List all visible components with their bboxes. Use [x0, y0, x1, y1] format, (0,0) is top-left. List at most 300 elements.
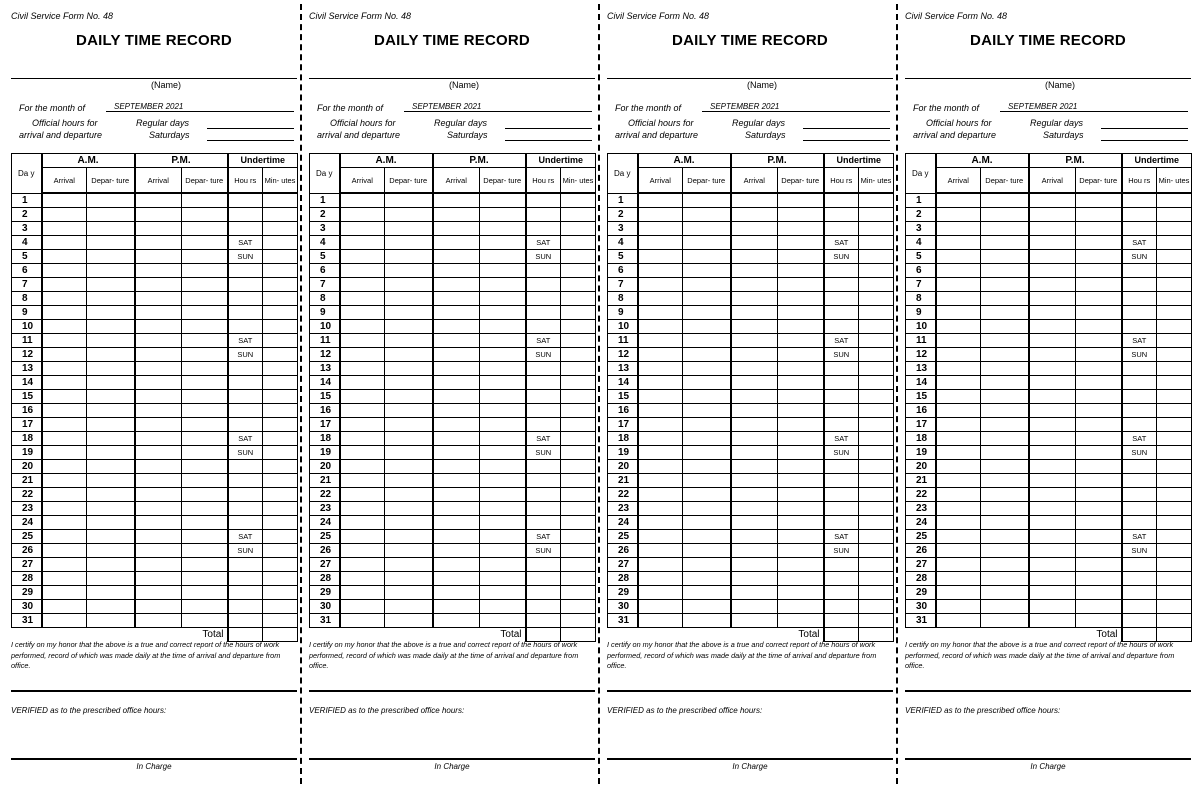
am-departure-cell[interactable] — [87, 516, 135, 530]
pm-arrival-cell[interactable] — [731, 488, 778, 502]
pm-arrival-cell[interactable] — [731, 264, 778, 278]
am-departure-cell[interactable] — [87, 404, 135, 418]
undertime-hours-cell[interactable] — [526, 404, 561, 418]
am-departure-cell[interactable] — [683, 334, 731, 348]
am-departure-cell[interactable] — [385, 432, 433, 446]
undertime-minutes-cell[interactable] — [263, 390, 298, 404]
am-departure-cell[interactable] — [87, 348, 135, 362]
in-charge-signature-line[interactable] — [607, 758, 893, 760]
am-departure-cell[interactable] — [981, 348, 1029, 362]
pm-departure-cell[interactable] — [1076, 306, 1122, 320]
name-line[interactable] — [905, 78, 1191, 79]
pm-departure-cell[interactable] — [1076, 334, 1122, 348]
undertime-minutes-cell[interactable] — [263, 250, 298, 264]
am-departure-cell[interactable] — [385, 502, 433, 516]
undertime-hours-cell[interactable] — [824, 362, 859, 376]
am-departure-cell[interactable] — [385, 558, 433, 572]
pm-departure-cell[interactable] — [182, 376, 228, 390]
pm-departure-cell[interactable] — [778, 264, 824, 278]
undertime-minutes-cell[interactable] — [561, 404, 596, 418]
am-arrival-cell[interactable] — [340, 193, 385, 208]
undertime-minutes-cell[interactable] — [263, 222, 298, 236]
am-arrival-cell[interactable] — [340, 404, 385, 418]
am-departure-cell[interactable] — [385, 446, 433, 460]
pm-arrival-cell[interactable] — [135, 348, 182, 362]
undertime-minutes-cell[interactable] — [263, 572, 298, 586]
am-departure-cell[interactable] — [683, 418, 731, 432]
pm-arrival-cell[interactable] — [731, 236, 778, 250]
pm-departure-cell[interactable] — [480, 586, 526, 600]
undertime-minutes-cell[interactable] — [263, 278, 298, 292]
pm-departure-cell[interactable] — [480, 572, 526, 586]
pm-departure-cell[interactable] — [182, 292, 228, 306]
undertime-hours-cell[interactable] — [824, 292, 859, 306]
pm-arrival-cell[interactable] — [433, 474, 480, 488]
am-arrival-cell[interactable] — [42, 572, 87, 586]
undertime-minutes-cell[interactable] — [263, 193, 298, 208]
pm-departure-cell[interactable] — [778, 222, 824, 236]
pm-arrival-cell[interactable] — [135, 572, 182, 586]
undertime-minutes-cell[interactable] — [1157, 208, 1192, 222]
undertime-minutes-cell[interactable] — [1157, 460, 1192, 474]
pm-arrival-cell[interactable] — [731, 306, 778, 320]
am-arrival-cell[interactable] — [936, 418, 981, 432]
undertime-hours-cell[interactable] — [526, 193, 561, 208]
am-departure-cell[interactable] — [683, 558, 731, 572]
undertime-minutes-cell[interactable] — [859, 334, 894, 348]
undertime-minutes-cell[interactable] — [561, 320, 596, 334]
am-departure-cell[interactable] — [87, 544, 135, 558]
am-departure-cell[interactable] — [683, 264, 731, 278]
pm-departure-cell[interactable] — [778, 390, 824, 404]
am-departure-cell[interactable] — [87, 306, 135, 320]
regular-days-field[interactable] — [505, 128, 592, 129]
undertime-hours-cell[interactable]: SAT — [1122, 530, 1157, 544]
am-arrival-cell[interactable] — [638, 404, 683, 418]
undertime-hours-cell[interactable] — [824, 418, 859, 432]
am-departure-cell[interactable] — [981, 362, 1029, 376]
pm-departure-cell[interactable] — [182, 516, 228, 530]
undertime-hours-cell[interactable] — [228, 222, 263, 236]
pm-departure-cell[interactable] — [182, 558, 228, 572]
undertime-minutes-cell[interactable] — [263, 446, 298, 460]
undertime-minutes-cell[interactable] — [859, 418, 894, 432]
undertime-hours-cell[interactable]: SUN — [1122, 446, 1157, 460]
am-departure-cell[interactable] — [87, 586, 135, 600]
am-arrival-cell[interactable] — [936, 390, 981, 404]
undertime-hours-cell[interactable] — [228, 306, 263, 320]
am-departure-cell[interactable] — [385, 306, 433, 320]
am-departure-cell[interactable] — [385, 600, 433, 614]
pm-departure-cell[interactable] — [480, 404, 526, 418]
undertime-minutes-cell[interactable] — [1157, 236, 1192, 250]
am-departure-cell[interactable] — [385, 474, 433, 488]
pm-departure-cell[interactable] — [1076, 572, 1122, 586]
undertime-hours-cell[interactable] — [526, 362, 561, 376]
undertime-hours-cell[interactable]: SAT — [824, 432, 859, 446]
pm-arrival-cell[interactable] — [1029, 586, 1076, 600]
am-arrival-cell[interactable] — [340, 278, 385, 292]
am-arrival-cell[interactable] — [340, 348, 385, 362]
pm-departure-cell[interactable] — [480, 193, 526, 208]
pm-departure-cell[interactable] — [1076, 474, 1122, 488]
pm-arrival-cell[interactable] — [731, 376, 778, 390]
undertime-hours-cell[interactable] — [824, 278, 859, 292]
undertime-minutes-cell[interactable] — [859, 600, 894, 614]
pm-arrival-cell[interactable] — [731, 418, 778, 432]
undertime-minutes-cell[interactable] — [859, 488, 894, 502]
am-departure-cell[interactable] — [981, 474, 1029, 488]
pm-arrival-cell[interactable] — [731, 558, 778, 572]
undertime-minutes-cell[interactable] — [263, 502, 298, 516]
undertime-minutes-cell[interactable] — [859, 222, 894, 236]
undertime-hours-cell[interactable] — [1122, 193, 1157, 208]
undertime-hours-cell[interactable] — [1122, 502, 1157, 516]
undertime-minutes-cell[interactable] — [859, 446, 894, 460]
am-departure-cell[interactable] — [683, 222, 731, 236]
undertime-minutes-cell[interactable] — [859, 614, 894, 628]
am-arrival-cell[interactable] — [936, 348, 981, 362]
pm-arrival-cell[interactable] — [433, 348, 480, 362]
pm-departure-cell[interactable] — [480, 432, 526, 446]
pm-departure-cell[interactable] — [1076, 460, 1122, 474]
pm-arrival-cell[interactable] — [433, 250, 480, 264]
pm-departure-cell[interactable] — [1076, 600, 1122, 614]
pm-arrival-cell[interactable] — [1029, 404, 1076, 418]
undertime-hours-cell[interactable]: SUN — [228, 544, 263, 558]
pm-departure-cell[interactable] — [1076, 432, 1122, 446]
undertime-hours-cell[interactable] — [526, 586, 561, 600]
undertime-hours-cell[interactable] — [824, 376, 859, 390]
am-arrival-cell[interactable] — [340, 264, 385, 278]
pm-departure-cell[interactable] — [182, 432, 228, 446]
undertime-minutes-cell[interactable] — [859, 572, 894, 586]
am-arrival-cell[interactable] — [638, 460, 683, 474]
undertime-minutes-cell[interactable] — [263, 334, 298, 348]
pm-arrival-cell[interactable] — [731, 460, 778, 474]
pm-departure-cell[interactable] — [480, 292, 526, 306]
saturdays-field[interactable] — [803, 140, 890, 141]
am-arrival-cell[interactable] — [42, 208, 87, 222]
pm-departure-cell[interactable] — [480, 558, 526, 572]
pm-departure-cell[interactable] — [182, 278, 228, 292]
am-departure-cell[interactable] — [981, 572, 1029, 586]
pm-arrival-cell[interactable] — [1029, 418, 1076, 432]
undertime-hours-cell[interactable] — [526, 264, 561, 278]
pm-arrival-cell[interactable] — [135, 460, 182, 474]
pm-arrival-cell[interactable] — [1029, 208, 1076, 222]
undertime-minutes-cell[interactable] — [561, 193, 596, 208]
undertime-hours-cell[interactable] — [228, 600, 263, 614]
am-departure-cell[interactable] — [87, 236, 135, 250]
regular-days-field[interactable] — [207, 128, 294, 129]
am-departure-cell[interactable] — [683, 404, 731, 418]
pm-departure-cell[interactable] — [480, 348, 526, 362]
pm-arrival-cell[interactable] — [135, 292, 182, 306]
month-value[interactable]: SEPTEMBER 2021 — [106, 101, 294, 112]
am-arrival-cell[interactable] — [638, 264, 683, 278]
am-arrival-cell[interactable] — [340, 236, 385, 250]
am-arrival-cell[interactable] — [936, 614, 981, 628]
am-departure-cell[interactable] — [87, 208, 135, 222]
name-line[interactable] — [607, 78, 893, 79]
undertime-hours-cell[interactable] — [228, 572, 263, 586]
undertime-hours-cell[interactable]: SAT — [228, 334, 263, 348]
pm-departure-cell[interactable] — [480, 236, 526, 250]
am-arrival-cell[interactable] — [638, 502, 683, 516]
am-arrival-cell[interactable] — [340, 586, 385, 600]
am-arrival-cell[interactable] — [340, 544, 385, 558]
pm-departure-cell[interactable] — [1076, 488, 1122, 502]
am-arrival-cell[interactable] — [638, 278, 683, 292]
undertime-hours-cell[interactable] — [824, 558, 859, 572]
am-arrival-cell[interactable] — [638, 572, 683, 586]
pm-arrival-cell[interactable] — [433, 502, 480, 516]
undertime-minutes-cell[interactable] — [263, 460, 298, 474]
am-arrival-cell[interactable] — [42, 586, 87, 600]
undertime-hours-cell[interactable]: SUN — [526, 348, 561, 362]
pm-arrival-cell[interactable] — [731, 348, 778, 362]
pm-arrival-cell[interactable] — [731, 404, 778, 418]
am-departure-cell[interactable] — [981, 516, 1029, 530]
undertime-hours-cell[interactable] — [526, 222, 561, 236]
am-departure-cell[interactable] — [683, 236, 731, 250]
pm-departure-cell[interactable] — [778, 544, 824, 558]
pm-departure-cell[interactable] — [182, 586, 228, 600]
am-departure-cell[interactable] — [683, 572, 731, 586]
undertime-hours-cell[interactable] — [526, 558, 561, 572]
am-departure-cell[interactable] — [87, 614, 135, 628]
undertime-minutes-cell[interactable] — [263, 488, 298, 502]
undertime-hours-cell[interactable] — [526, 292, 561, 306]
name-line[interactable] — [11, 78, 297, 79]
undertime-minutes-cell[interactable] — [1157, 586, 1192, 600]
undertime-minutes-cell[interactable] — [561, 306, 596, 320]
pm-arrival-cell[interactable] — [433, 222, 480, 236]
undertime-hours-cell[interactable]: SUN — [824, 544, 859, 558]
pm-departure-cell[interactable] — [778, 418, 824, 432]
undertime-hours-cell[interactable] — [1122, 376, 1157, 390]
am-departure-cell[interactable] — [683, 516, 731, 530]
am-departure-cell[interactable] — [385, 488, 433, 502]
undertime-minutes-cell[interactable] — [1157, 348, 1192, 362]
undertime-minutes-cell[interactable] — [859, 376, 894, 390]
pm-arrival-cell[interactable] — [433, 193, 480, 208]
am-departure-cell[interactable] — [87, 292, 135, 306]
undertime-minutes-cell[interactable] — [561, 222, 596, 236]
undertime-hours-cell[interactable] — [824, 474, 859, 488]
undertime-hours-cell[interactable] — [1122, 614, 1157, 628]
undertime-minutes-cell[interactable] — [1157, 488, 1192, 502]
am-departure-cell[interactable] — [87, 320, 135, 334]
undertime-hours-cell[interactable]: SUN — [228, 348, 263, 362]
am-departure-cell[interactable] — [87, 264, 135, 278]
undertime-minutes-cell[interactable] — [263, 264, 298, 278]
pm-arrival-cell[interactable] — [433, 586, 480, 600]
am-departure-cell[interactable] — [683, 544, 731, 558]
am-departure-cell[interactable] — [385, 390, 433, 404]
undertime-hours-cell[interactable] — [1122, 460, 1157, 474]
undertime-minutes-cell[interactable] — [1157, 376, 1192, 390]
undertime-minutes-cell[interactable] — [859, 432, 894, 446]
pm-arrival-cell[interactable] — [135, 250, 182, 264]
pm-departure-cell[interactable] — [1076, 530, 1122, 544]
pm-departure-cell[interactable] — [182, 446, 228, 460]
am-arrival-cell[interactable] — [42, 516, 87, 530]
pm-departure-cell[interactable] — [778, 474, 824, 488]
pm-arrival-cell[interactable] — [731, 334, 778, 348]
am-arrival-cell[interactable] — [638, 390, 683, 404]
undertime-hours-cell[interactable] — [526, 572, 561, 586]
am-arrival-cell[interactable] — [638, 320, 683, 334]
undertime-hours-cell[interactable]: SUN — [1122, 348, 1157, 362]
undertime-hours-cell[interactable] — [228, 502, 263, 516]
am-arrival-cell[interactable] — [936, 572, 981, 586]
undertime-minutes-cell[interactable] — [859, 502, 894, 516]
am-arrival-cell[interactable] — [638, 376, 683, 390]
am-departure-cell[interactable] — [87, 278, 135, 292]
pm-departure-cell[interactable] — [1076, 544, 1122, 558]
undertime-minutes-cell[interactable] — [859, 558, 894, 572]
pm-departure-cell[interactable] — [182, 460, 228, 474]
undertime-hours-cell[interactable] — [228, 362, 263, 376]
undertime-hours-cell[interactable] — [526, 320, 561, 334]
am-arrival-cell[interactable] — [42, 558, 87, 572]
undertime-minutes-cell[interactable] — [859, 278, 894, 292]
pm-departure-cell[interactable] — [182, 404, 228, 418]
pm-arrival-cell[interactable] — [1029, 292, 1076, 306]
am-arrival-cell[interactable] — [42, 376, 87, 390]
pm-arrival-cell[interactable] — [433, 208, 480, 222]
am-arrival-cell[interactable] — [340, 488, 385, 502]
am-departure-cell[interactable] — [385, 278, 433, 292]
am-arrival-cell[interactable] — [936, 530, 981, 544]
undertime-minutes-cell[interactable] — [1157, 446, 1192, 460]
am-departure-cell[interactable] — [981, 460, 1029, 474]
pm-departure-cell[interactable] — [480, 390, 526, 404]
pm-arrival-cell[interactable] — [135, 474, 182, 488]
pm-arrival-cell[interactable] — [1029, 250, 1076, 264]
pm-departure-cell[interactable] — [182, 502, 228, 516]
am-departure-cell[interactable] — [981, 446, 1029, 460]
am-departure-cell[interactable] — [87, 418, 135, 432]
undertime-minutes-cell[interactable] — [859, 208, 894, 222]
undertime-minutes-cell[interactable] — [561, 544, 596, 558]
pm-departure-cell[interactable] — [480, 474, 526, 488]
undertime-minutes-cell[interactable] — [263, 600, 298, 614]
undertime-hours-cell[interactable] — [228, 488, 263, 502]
am-departure-cell[interactable] — [683, 502, 731, 516]
pm-departure-cell[interactable] — [480, 488, 526, 502]
pm-arrival-cell[interactable] — [433, 278, 480, 292]
regular-days-field[interactable] — [1101, 128, 1188, 129]
undertime-minutes-cell[interactable] — [561, 292, 596, 306]
am-arrival-cell[interactable] — [936, 502, 981, 516]
regular-days-field[interactable] — [803, 128, 890, 129]
am-departure-cell[interactable] — [683, 193, 731, 208]
am-departure-cell[interactable] — [981, 278, 1029, 292]
pm-arrival-cell[interactable] — [433, 432, 480, 446]
undertime-hours-cell[interactable] — [228, 264, 263, 278]
am-arrival-cell[interactable] — [42, 348, 87, 362]
pm-departure-cell[interactable] — [1076, 348, 1122, 362]
undertime-hours-cell[interactable]: SAT — [1122, 432, 1157, 446]
pm-arrival-cell[interactable] — [1029, 306, 1076, 320]
am-departure-cell[interactable] — [87, 460, 135, 474]
undertime-minutes-cell[interactable] — [561, 278, 596, 292]
pm-departure-cell[interactable] — [1076, 516, 1122, 530]
pm-departure-cell[interactable] — [182, 530, 228, 544]
am-departure-cell[interactable] — [87, 390, 135, 404]
pm-arrival-cell[interactable] — [135, 446, 182, 460]
undertime-minutes-cell[interactable] — [859, 516, 894, 530]
am-departure-cell[interactable] — [385, 348, 433, 362]
am-arrival-cell[interactable] — [42, 306, 87, 320]
pm-arrival-cell[interactable] — [135, 376, 182, 390]
pm-departure-cell[interactable] — [1076, 404, 1122, 418]
pm-arrival-cell[interactable] — [731, 390, 778, 404]
am-departure-cell[interactable] — [683, 208, 731, 222]
pm-arrival-cell[interactable] — [731, 278, 778, 292]
am-arrival-cell[interactable] — [42, 614, 87, 628]
undertime-hours-cell[interactable]: SUN — [824, 446, 859, 460]
pm-departure-cell[interactable] — [778, 460, 824, 474]
undertime-hours-cell[interactable] — [228, 614, 263, 628]
pm-arrival-cell[interactable] — [1029, 460, 1076, 474]
undertime-minutes-cell[interactable] — [1157, 222, 1192, 236]
am-arrival-cell[interactable] — [340, 516, 385, 530]
undertime-minutes-cell[interactable] — [561, 250, 596, 264]
undertime-minutes-cell[interactable] — [263, 614, 298, 628]
undertime-hours-cell[interactable]: SUN — [1122, 544, 1157, 558]
undertime-hours-cell[interactable] — [824, 614, 859, 628]
undertime-minutes-cell[interactable] — [263, 558, 298, 572]
pm-arrival-cell[interactable] — [1029, 446, 1076, 460]
pm-arrival-cell[interactable] — [433, 376, 480, 390]
pm-departure-cell[interactable] — [182, 306, 228, 320]
am-departure-cell[interactable] — [981, 376, 1029, 390]
am-arrival-cell[interactable] — [936, 474, 981, 488]
undertime-minutes-cell[interactable] — [859, 306, 894, 320]
am-arrival-cell[interactable] — [936, 222, 981, 236]
pm-arrival-cell[interactable] — [135, 404, 182, 418]
month-value[interactable]: SEPTEMBER 2021 — [1000, 101, 1188, 112]
pm-departure-cell[interactable] — [480, 530, 526, 544]
undertime-minutes-cell[interactable] — [859, 460, 894, 474]
am-arrival-cell[interactable] — [340, 376, 385, 390]
am-departure-cell[interactable] — [981, 306, 1029, 320]
saturdays-field[interactable] — [1101, 140, 1188, 141]
pm-arrival-cell[interactable] — [731, 222, 778, 236]
pm-departure-cell[interactable] — [778, 530, 824, 544]
undertime-hours-cell[interactable] — [228, 418, 263, 432]
pm-departure-cell[interactable] — [778, 432, 824, 446]
am-departure-cell[interactable] — [87, 474, 135, 488]
undertime-hours-cell[interactable]: SAT — [824, 236, 859, 250]
undertime-hours-cell[interactable] — [526, 208, 561, 222]
undertime-hours-cell[interactable] — [228, 278, 263, 292]
pm-departure-cell[interactable] — [778, 306, 824, 320]
am-arrival-cell[interactable] — [340, 418, 385, 432]
pm-arrival-cell[interactable] — [1029, 432, 1076, 446]
am-arrival-cell[interactable] — [638, 614, 683, 628]
am-arrival-cell[interactable] — [936, 292, 981, 306]
undertime-hours-cell[interactable] — [228, 586, 263, 600]
pm-arrival-cell[interactable] — [135, 320, 182, 334]
pm-arrival-cell[interactable] — [731, 446, 778, 460]
am-arrival-cell[interactable] — [936, 264, 981, 278]
pm-arrival-cell[interactable] — [135, 614, 182, 628]
